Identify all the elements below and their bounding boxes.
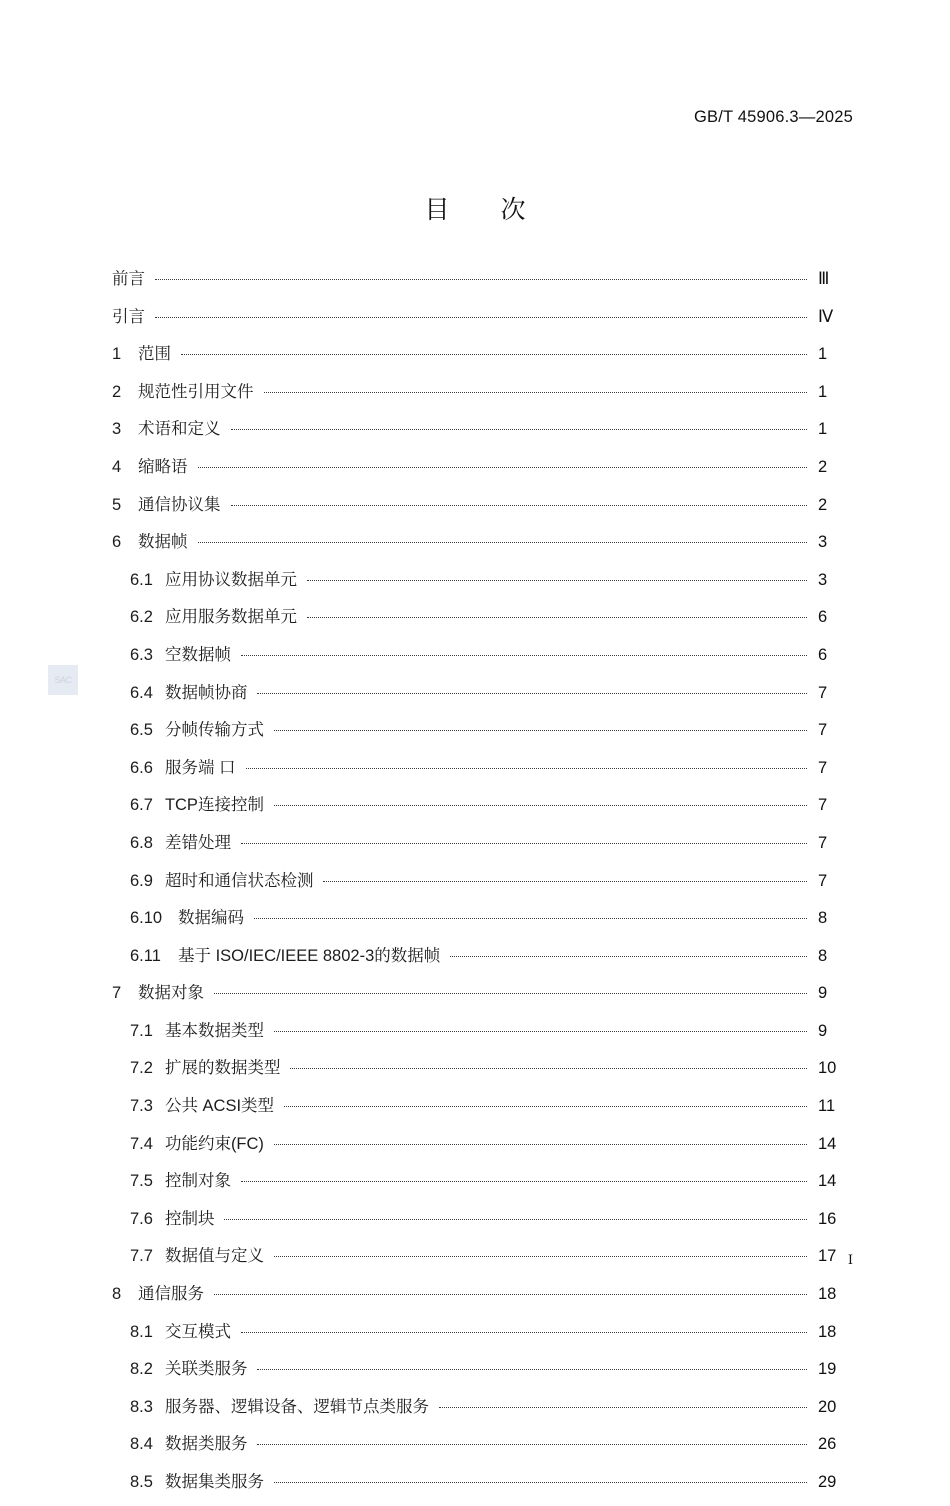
toc-entry-page-number: 7 <box>818 833 828 852</box>
toc-leader-dots <box>231 418 808 435</box>
toc-entry-label <box>130 867 320 891</box>
toc-entry-text: 数据帧 <box>138 533 188 552</box>
toc-entry-page-number: 8 <box>818 909 828 928</box>
toc-leader-dots <box>198 531 808 548</box>
toc-entry-page-number: 7 <box>818 721 828 740</box>
toc-entry-number: 6.8 <box>130 833 153 852</box>
toc-entry-number: 7.5 <box>130 1172 153 1191</box>
toc-leader-dots <box>257 1358 807 1375</box>
toc-entry-page-number: 9 <box>818 1021 828 1040</box>
toc-entry-page-number: 29 <box>818 1473 837 1491</box>
toc-entry-label <box>130 829 238 853</box>
toc-entry-label <box>130 1430 254 1454</box>
toc-entry[interactable] <box>130 1167 852 1205</box>
toc-entry-page-number: 6 <box>818 645 828 664</box>
toc-entry-text: 缩略语 <box>138 457 188 476</box>
toc-entry-page-number: 26 <box>818 1435 837 1454</box>
toc-entry-page-number: 19 <box>818 1360 837 1379</box>
toc-entry[interactable] <box>112 1280 852 1318</box>
toc-entry-text: 超时和通信状态检测 <box>164 871 314 890</box>
toc-leader-dots <box>439 1395 807 1412</box>
toc-entry-text: TCP连接控制 <box>164 796 264 815</box>
toc-entry[interactable] <box>130 1318 852 1356</box>
toc-leader-dots <box>274 794 807 811</box>
toc-entry-page-number: 2 <box>818 457 828 476</box>
toc-entry-text: 服务器、逻辑设备、逻辑节点类服务 <box>164 1397 429 1416</box>
toc-entry-number: 6.2 <box>130 608 153 627</box>
toc-entry-label <box>130 716 271 740</box>
toc-entry[interactable] <box>130 867 852 905</box>
toc-entry-text: 应用服务数据单元 <box>164 608 297 627</box>
footer-page-number: Ⅰ <box>847 1252 853 1267</box>
toc-entry[interactable] <box>112 340 852 378</box>
toc-entry-label <box>130 641 238 665</box>
toc-entry[interactable] <box>130 679 852 717</box>
toc-leader-dots <box>224 1207 807 1224</box>
toc-entry-number: 7.6 <box>130 1209 153 1228</box>
toc-entry-page-number: 1 <box>818 382 828 401</box>
toc-entry-label <box>130 1242 271 1266</box>
toc-leader-dots <box>290 1057 807 1074</box>
toc-entry-number: 4 <box>112 457 122 476</box>
toc-entry-number: 8.4 <box>130 1435 153 1454</box>
toc-entry-page-number: 7 <box>818 871 828 890</box>
toc-entry-page-number: 3 <box>818 533 828 552</box>
toc-entry-number: 6.7 <box>130 796 153 815</box>
toc-leader-dots <box>450 944 807 961</box>
toc-entry-label <box>130 1130 271 1154</box>
toc-entry[interactable] <box>130 566 852 604</box>
toc-entry-text: 术语和定义 <box>138 420 221 439</box>
toc-entry-text: 应用协议数据单元 <box>164 570 297 589</box>
toc-entry-page-number: 17 <box>818 1247 837 1266</box>
toc-entry-label <box>130 1054 287 1078</box>
toc-entry-text: 数据值与定义 <box>164 1247 264 1266</box>
toc-entry[interactable] <box>130 791 852 829</box>
toc-entry-number: 1 <box>112 345 122 364</box>
toc-leader-dots <box>264 380 808 397</box>
toc-entry-number: 6.11 <box>130 946 161 965</box>
toc-entry-label <box>130 1393 436 1417</box>
toc-entry-text: 数据类服务 <box>164 1435 248 1454</box>
watermark: SAC <box>48 665 78 695</box>
toc-leader-dots <box>254 907 807 924</box>
toc-entry-text: 数据编码 <box>178 909 244 928</box>
toc-entry-label <box>112 528 195 552</box>
toc-leader-dots <box>274 1019 807 1036</box>
toc-leader-dots <box>241 643 807 660</box>
toc-entry-label <box>112 378 261 402</box>
toc-entry-label <box>112 979 211 1003</box>
toc-leader-dots <box>274 1245 807 1262</box>
toc-entry-page-number: 1 <box>818 420 828 439</box>
toc-entry-number: 6.6 <box>130 758 153 777</box>
toc-leader-dots <box>241 831 807 848</box>
toc-entry[interactable] <box>130 716 852 754</box>
toc-entry-text: 服务端 口 <box>164 758 236 777</box>
toc-leader-dots <box>241 1170 807 1187</box>
toc-entry-number: 3 <box>112 420 122 439</box>
toc-entry-text: 范围 <box>138 345 171 364</box>
toc-entry[interactable] <box>130 1054 852 1092</box>
toc-entry-label <box>112 491 228 515</box>
toc-entry-text: 规范性引用文件 <box>138 382 254 401</box>
toc-entry-label <box>130 1092 281 1116</box>
toc-entry[interactable] <box>130 1468 852 1506</box>
toc-leader-dots <box>257 1433 807 1450</box>
toc-entry-text: 关联类服务 <box>164 1360 248 1379</box>
toc-entry-text: 数据集类服务 <box>164 1473 264 1491</box>
toc-entry-label <box>130 791 271 815</box>
toc-entry-number: 6.3 <box>130 645 153 664</box>
toc-entry-page-number: 11 <box>818 1097 836 1116</box>
toc-leader-dots <box>214 982 807 999</box>
toc-entry-page-number: 8 <box>818 946 828 965</box>
toc-entry[interactable] <box>112 453 852 491</box>
toc-leader-dots <box>155 305 807 322</box>
toc-entry-label <box>130 1355 254 1379</box>
page-title: 目 次 <box>424 196 548 224</box>
toc-entry[interactable] <box>130 1393 852 1431</box>
toc-entry-number: 2 <box>112 382 122 401</box>
toc-leader-dots <box>274 1471 807 1488</box>
toc-entry-text: 扩展的数据类型 <box>164 1059 281 1078</box>
toc-entry-label <box>112 265 152 289</box>
toc-entry-label <box>130 566 304 590</box>
toc-leader-dots <box>181 343 807 360</box>
toc-entry-label <box>130 1017 271 1041</box>
toc-leader-dots <box>274 719 807 736</box>
toc-entry-text: 差错处理 <box>164 833 231 852</box>
toc-entry-number: 7.7 <box>130 1247 153 1266</box>
toc-entry[interactable] <box>130 1092 852 1130</box>
toc-entry[interactable] <box>112 265 852 303</box>
toc-entry-label <box>112 453 195 477</box>
toc-entry-page-number: 18 <box>818 1285 837 1304</box>
toc-entry-label <box>130 1167 238 1191</box>
toc-entry-number: 7.2 <box>130 1059 153 1078</box>
toc-leader-dots <box>307 568 807 585</box>
toc-entry[interactable] <box>112 378 852 416</box>
toc-entry-text: 分帧传输方式 <box>164 721 264 740</box>
toc-entry-number: 8 <box>112 1285 122 1304</box>
toc-leader-dots <box>257 681 807 698</box>
toc-leader-dots <box>241 1320 807 1337</box>
toc-entry-number: 5 <box>112 495 122 514</box>
toc-entry-page-number: 18 <box>818 1322 837 1341</box>
toc-leader-dots <box>323 869 807 886</box>
toc-entry-number: 8.5 <box>130 1473 153 1491</box>
toc-entry-number: 7 <box>112 984 122 1003</box>
toc-entry[interactable] <box>112 528 852 566</box>
toc-entry-page-number: 3 <box>818 570 828 589</box>
toc-entry-label <box>130 1205 221 1229</box>
toc-entry[interactable] <box>130 829 852 867</box>
toc-entry-text: 空数据帧 <box>164 645 231 664</box>
toc-entry-label <box>112 1280 211 1304</box>
toc-entry-number: 8.2 <box>130 1360 153 1379</box>
toc-entry-number: 6.5 <box>130 721 153 740</box>
standard-number-header: GB/T 45906.3—2025 <box>693 108 853 126</box>
toc-entry-number: 7.3 <box>130 1097 153 1116</box>
toc-entry-label <box>130 679 254 703</box>
toc-leader-dots <box>274 1132 807 1149</box>
toc-entry[interactable] <box>112 979 852 1017</box>
toc-entry-text: 功能约束(FC) <box>164 1134 264 1153</box>
toc-entry-label <box>112 415 228 439</box>
toc-entry-text: 数据帧协商 <box>164 683 248 702</box>
toc-entry-text: 前言 <box>112 270 145 288</box>
toc-entry-page-number: Ⅲ <box>818 270 830 288</box>
toc-entry[interactable] <box>130 942 852 980</box>
toc-entry-label <box>112 303 152 327</box>
toc-entry[interactable] <box>130 1430 852 1468</box>
toc-entry-text: 通信协议集 <box>138 495 221 514</box>
toc-leader-dots <box>284 1095 807 1112</box>
toc-entry-number: 6 <box>112 533 122 552</box>
toc-entry-page-number: 7 <box>818 796 828 815</box>
toc-entry-text: 控制对象 <box>164 1172 231 1191</box>
toc-entry-text: 基于 ISO/IEC/IEEE 8802-3的数据帧 <box>178 946 441 965</box>
toc-entry-number: 6.1 <box>130 570 153 589</box>
toc-entry-page-number: 2 <box>818 495 828 514</box>
toc-entry-page-number: 16 <box>818 1209 837 1228</box>
toc-entry[interactable] <box>112 491 852 529</box>
toc-entry[interactable] <box>130 1205 852 1243</box>
toc-leader-dots <box>307 606 807 623</box>
toc-entry[interactable] <box>130 1355 852 1393</box>
toc-entry-page-number: 7 <box>818 683 828 702</box>
toc-entry[interactable] <box>130 1130 852 1168</box>
toc-entry[interactable] <box>130 1242 852 1280</box>
toc-entry-text: 数据对象 <box>138 984 204 1003</box>
toc-entry-number: 6.10 <box>130 909 163 928</box>
toc-entry[interactable] <box>112 415 852 453</box>
toc-leader-dots <box>155 268 807 285</box>
toc-entry[interactable] <box>130 641 852 679</box>
toc-entry-text: 通信服务 <box>138 1285 204 1304</box>
toc-entry[interactable] <box>112 303 852 341</box>
toc-entry-label <box>112 340 178 364</box>
toc-entry-page-number: 14 <box>818 1134 837 1153</box>
toc-entry-label <box>130 754 243 778</box>
toc-entry-page-number: 20 <box>818 1397 837 1416</box>
toc-entry-page-number: 14 <box>818 1172 837 1191</box>
toc-entry-text: 交互模式 <box>164 1322 231 1341</box>
toc-entry-page-number: Ⅳ <box>818 307 834 326</box>
toc-entry-text: 引言 <box>112 307 145 326</box>
toc-entry-label <box>130 942 447 966</box>
toc-entry-number: 6.9 <box>130 871 153 890</box>
toc-entry-number: 7.4 <box>130 1134 153 1153</box>
toc-entry-text: 基本数据类型 <box>164 1021 264 1040</box>
toc-entry[interactable] <box>130 1017 852 1055</box>
toc-entry-text: 控制块 <box>164 1209 215 1228</box>
toc-entry-page-number: 9 <box>818 984 828 1003</box>
toc-entry-page-number: 6 <box>818 608 828 627</box>
toc-entry[interactable] <box>130 904 852 942</box>
toc-leader-dots <box>198 455 808 472</box>
toc-entry-label <box>130 904 251 928</box>
toc-entry-page-number: 7 <box>818 758 828 777</box>
toc-entry-text: 公共 ACSI类型 <box>164 1097 275 1116</box>
toc-leader-dots <box>214 1283 807 1300</box>
table-of-contents <box>112 265 852 1506</box>
toc-leader-dots <box>231 493 808 510</box>
toc-entry[interactable] <box>130 754 852 792</box>
toc-entry-label <box>130 1468 271 1492</box>
toc-entry[interactable] <box>130 603 852 641</box>
toc-entry-label <box>130 1318 238 1342</box>
toc-entry-number: 8.3 <box>130 1397 153 1416</box>
toc-entry-label <box>130 603 304 627</box>
toc-entry-number: 6.4 <box>130 683 153 702</box>
toc-entry-page-number: 10 <box>818 1059 837 1078</box>
toc-leader-dots <box>246 756 807 773</box>
toc-entry-number: 7.1 <box>130 1021 153 1040</box>
toc-entry-number: 8.1 <box>130 1322 153 1341</box>
toc-entry-page-number: 1 <box>818 345 828 364</box>
